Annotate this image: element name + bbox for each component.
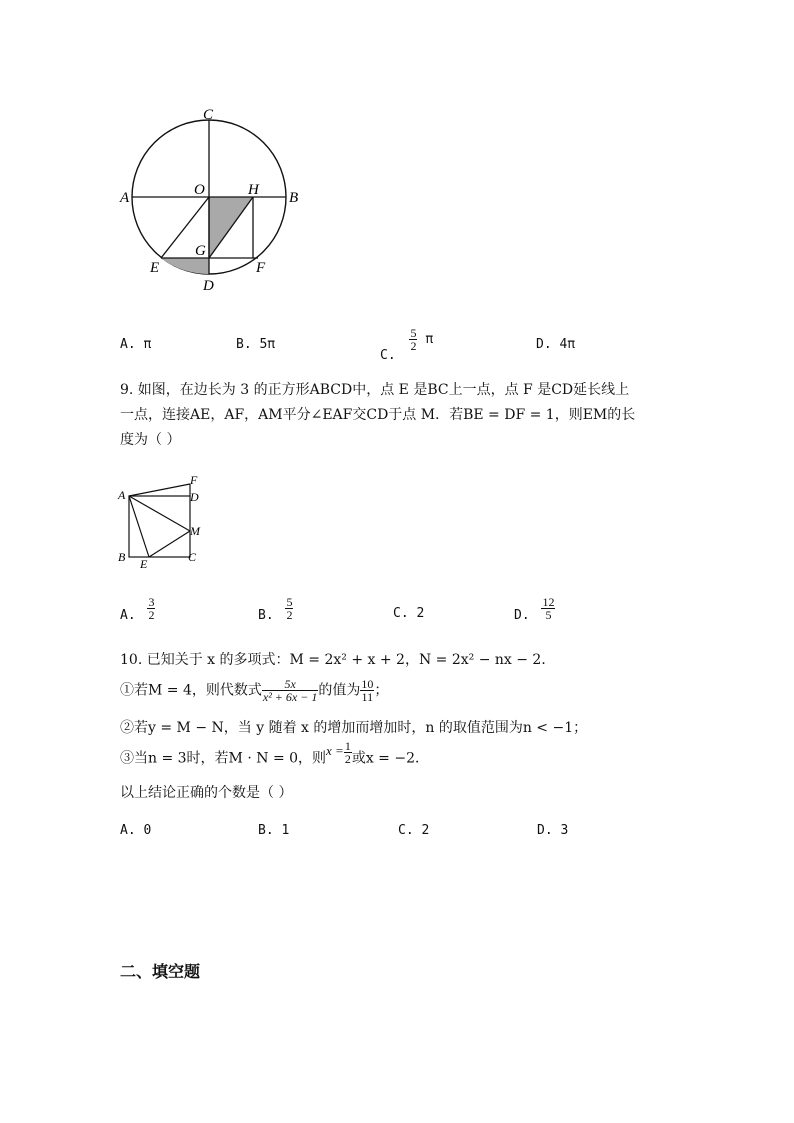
q8-option-c-prefix: C. — [380, 348, 396, 363]
frac-den: x² + 6x − 1 — [262, 690, 318, 704]
label-m: M — [190, 524, 200, 538]
segment-af — [129, 484, 190, 496]
label-f: F — [256, 260, 266, 276]
q10-value-fraction — [360, 678, 374, 703]
frac-num: 3 — [148, 595, 155, 609]
q9-option-c: C. 2 — [393, 606, 425, 621]
q9-option-a-prefix: A. — [120, 608, 136, 623]
q10-option-b: B. 1 — [258, 823, 290, 838]
q10-line-3: ②若y = M − N，当 y 随着 x 的增加而增加时，n 的取值范围为n < −1； — [120, 720, 588, 736]
frac-den: 2 — [148, 608, 155, 622]
q9-option-a-fraction — [147, 596, 155, 621]
frac-den: 11 — [361, 690, 374, 704]
q9-line-3: 度为（ ） — [120, 432, 181, 448]
frac-den: 2 — [344, 752, 351, 766]
q10-option-c: C. 2 — [398, 823, 430, 838]
label-g: G — [195, 243, 206, 259]
section-heading: 二、填空题 — [120, 962, 201, 981]
q9-option-d-prefix: D. — [514, 608, 530, 623]
q8-option-d: D. 4π — [536, 337, 576, 352]
label-f: F — [190, 473, 198, 487]
q9-option-b — [258, 596, 293, 621]
square-figure — [112, 470, 222, 570]
q10-x-equals: x = — [326, 742, 344, 758]
frac-num: 5 — [286, 595, 293, 609]
q9-option-b-fraction — [285, 596, 293, 621]
label-d: D — [203, 278, 214, 294]
segment-em — [149, 531, 190, 557]
label-o: O — [194, 182, 205, 198]
label-h: H — [248, 182, 259, 198]
q10-line-5: 以上结论正确的个数是（ ） — [120, 785, 293, 801]
q10-statement-1-end: ； — [374, 682, 389, 699]
q9-option-b-prefix: B. — [258, 608, 274, 623]
frac-den: 5 — [545, 608, 552, 622]
label-b: B — [118, 550, 126, 564]
q10-line-4 — [120, 739, 429, 771]
q10-statement-1-start: ①若M = 4，则代数式 — [120, 682, 262, 699]
q10-line-2 — [120, 678, 388, 703]
square-abcd — [129, 496, 190, 557]
q9-option-d — [514, 596, 555, 621]
q10-line-1: 10. 已知关于 x 的多项式：M = 2x² + x + 2，N = 2x² − nx − 2． — [120, 652, 556, 668]
label-d: D — [190, 490, 199, 504]
q10-statement-3-start: ③当n = 3时，若M · N = 0，则 — [120, 750, 327, 767]
q8-option-b: B. 5π — [236, 337, 276, 352]
label-b: B — [289, 190, 299, 206]
frac-num: 5x — [262, 678, 318, 691]
q8-option-a: A. π — [120, 337, 152, 352]
q9-line-2: 一点，连接AE，AF，AM平分∠EAF交CD于点 M．若BE = DF = 1，则EM的长 — [120, 407, 636, 423]
frac-den: 2 — [286, 608, 293, 622]
q10-option-a: A. 0 — [120, 823, 152, 838]
q9-option-d-fraction — [541, 596, 555, 621]
frac-num: 10 — [361, 677, 374, 691]
q8-option-c — [380, 326, 434, 363]
q8-option-c-fraction — [409, 327, 417, 352]
frac-num: 1 — [344, 739, 351, 753]
label-e: E — [140, 557, 148, 570]
label-e: E — [150, 260, 160, 276]
q10-option-d: D. 3 — [537, 823, 569, 838]
q9-line-1: 9. 如图，在边长为 3 的正方形ABCD中，点 E 是BC上一点，点 F 是CD延长线上 — [120, 382, 630, 398]
frac-num: 5 — [410, 326, 417, 340]
q8-option-c-pi: π — [425, 332, 434, 347]
frac-num: 12 — [542, 595, 555, 609]
shaded-segment — [161, 258, 209, 274]
q9-option-a — [120, 596, 155, 621]
q10-statement-1-mid: 的值为 — [318, 682, 361, 699]
label-a: A — [118, 488, 126, 502]
q10-expression-fraction — [262, 678, 318, 703]
q10-half-fraction — [344, 740, 352, 765]
label-c: C — [188, 550, 197, 564]
circle-figure — [110, 100, 310, 300]
frac-den: 2 — [410, 339, 417, 353]
label-c: C — [203, 107, 214, 123]
q10-statement-3-end: 或x = −2． — [351, 750, 429, 767]
label-a: A — [120, 190, 130, 206]
